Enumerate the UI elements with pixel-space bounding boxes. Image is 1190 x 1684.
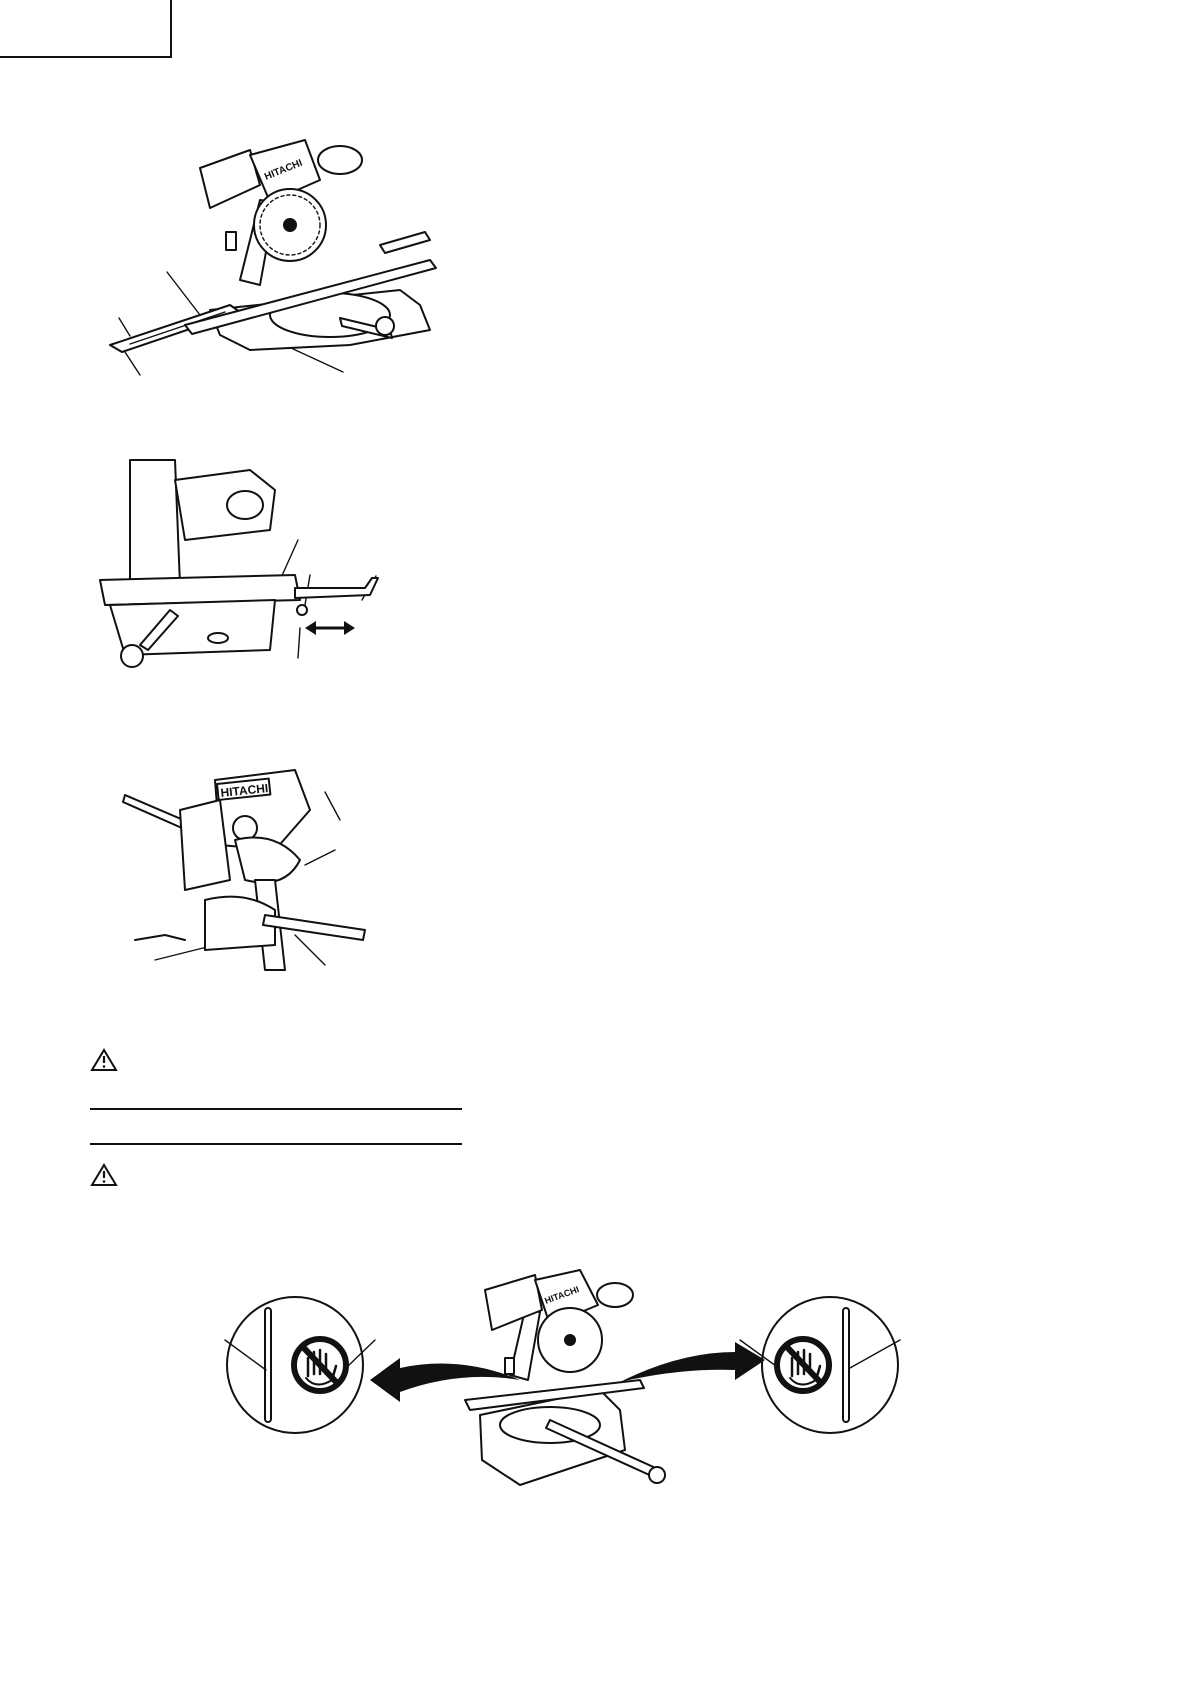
right-extension-holder — [380, 232, 430, 253]
page-corner-tab — [0, 0, 172, 58]
handle-knob — [376, 317, 394, 335]
leader-line-1 — [325, 792, 340, 820]
divider-line-2 — [90, 1143, 462, 1145]
fig3-brand: HITACHI — [219, 781, 269, 800]
figure-1-saw-extension-holder — [100, 140, 460, 380]
figure-2-extension-holder-side — [100, 460, 390, 690]
blade-line-left — [265, 1308, 271, 1422]
motor-cap — [597, 1283, 633, 1307]
leader-line-3 — [125, 352, 140, 375]
saw-arm — [180, 800, 230, 890]
leader-line-2 — [305, 850, 335, 865]
blade-line-right — [843, 1308, 849, 1422]
leader-line-4 — [295, 935, 325, 965]
leader-line-1 — [280, 540, 298, 580]
fig1-brand: HITACHI — [263, 157, 305, 183]
extension-holder-bar — [295, 578, 378, 598]
figure-3-saw-head-closeup — [125, 770, 395, 970]
extension-lock-screw — [297, 605, 307, 615]
fig4-brand: HITACHI — [543, 1284, 581, 1306]
right-zone-arrow — [620, 1342, 765, 1382]
clamp-knob — [505, 1358, 514, 1374]
leader-line-4 — [298, 628, 300, 658]
leader-line-2 — [119, 318, 130, 336]
clamp-knob — [226, 232, 236, 250]
no-hands-icon — [227, 1297, 363, 1433]
no-hands-icon — [762, 1297, 898, 1433]
leader-line-1 — [167, 272, 200, 315]
blade-guard — [235, 838, 300, 883]
warning-triangle-icon — [90, 1163, 118, 1187]
warning-triangle-icon — [90, 1048, 118, 1072]
divider-line-1 — [90, 1108, 462, 1110]
handle-knob — [121, 645, 143, 667]
handle-knob — [649, 1467, 665, 1483]
motor-cap — [318, 146, 362, 174]
saw-head — [130, 460, 180, 585]
figure-4-no-hands-zones — [220, 1270, 920, 1530]
